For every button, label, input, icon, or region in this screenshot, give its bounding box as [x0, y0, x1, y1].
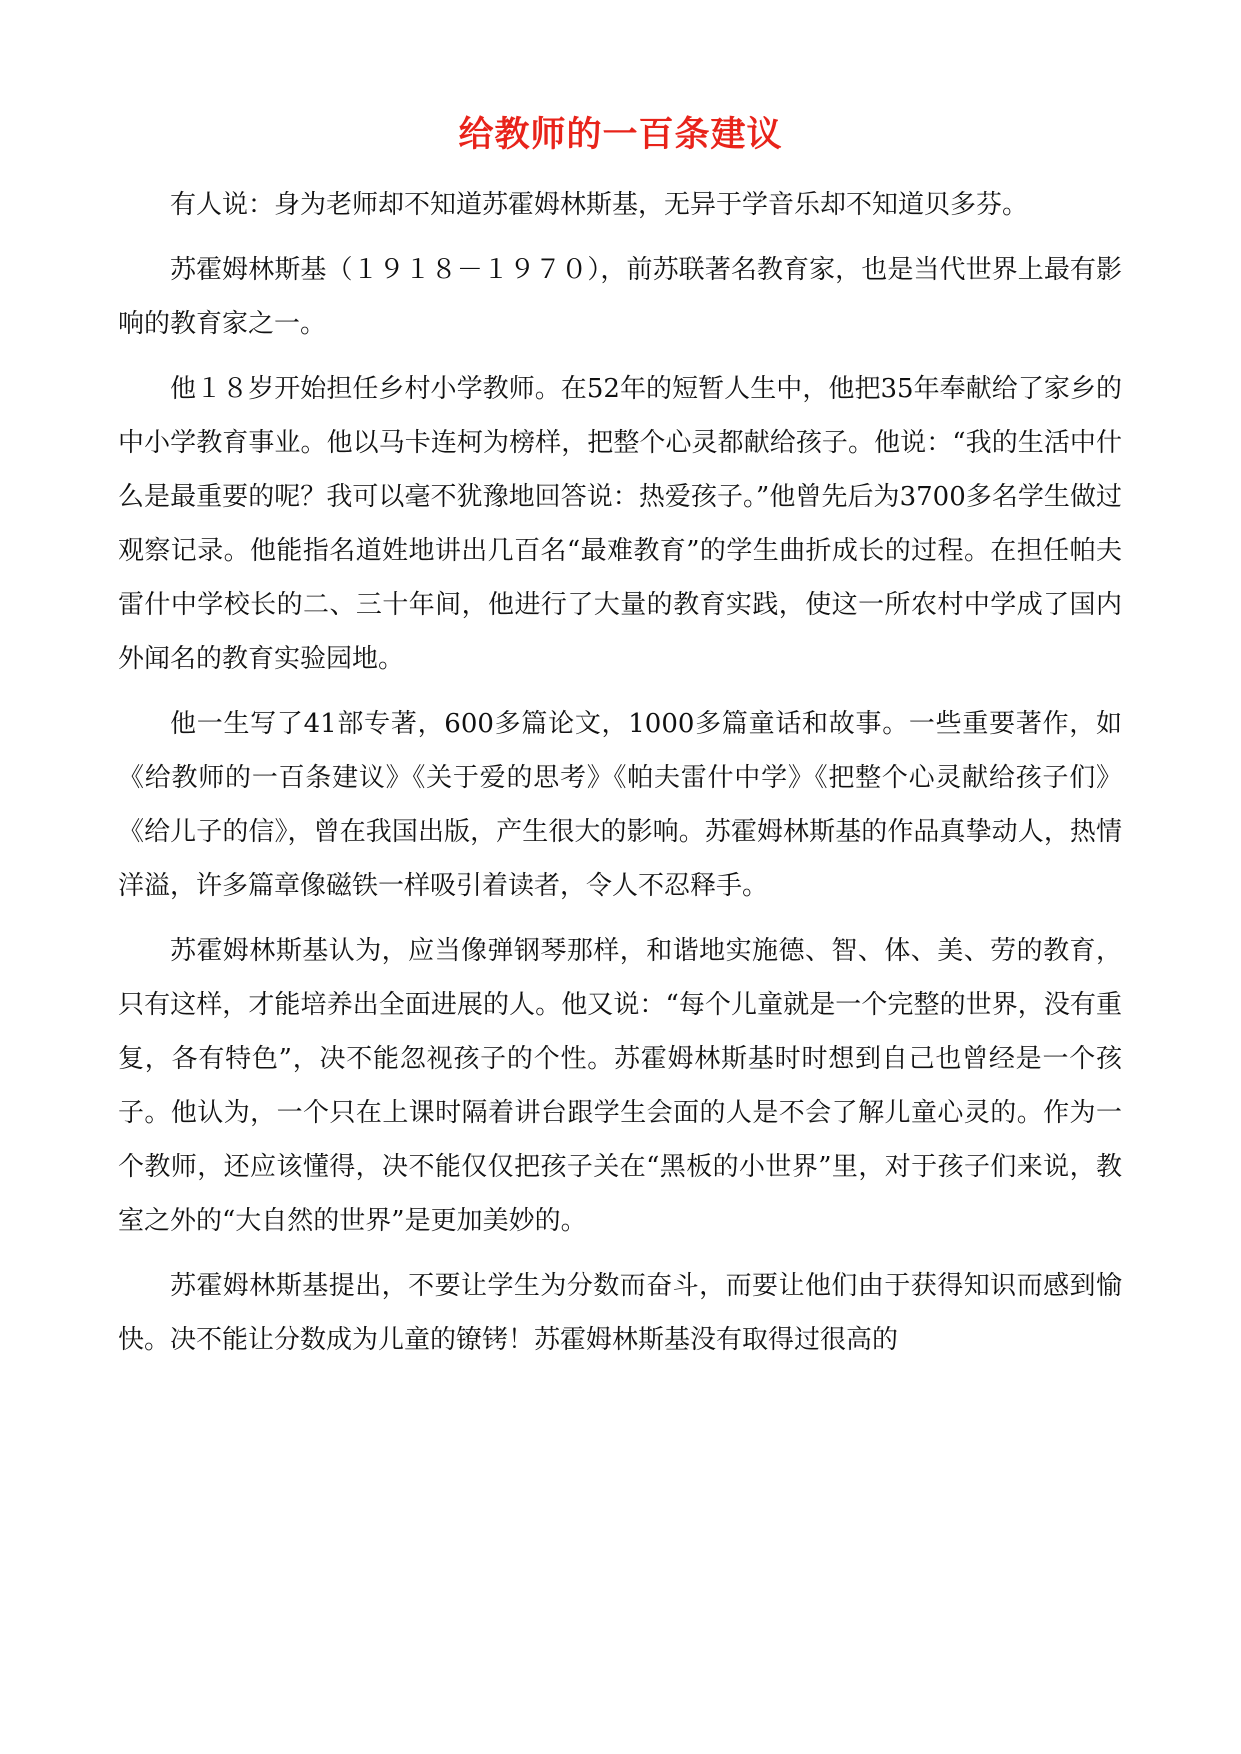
paragraph: 他１８岁开始担任乡村小学教师。在52年的短暂人生中，他把35年奉献给了家乡的中小学教育事业。他以马卡连柯为榜样，把整个心灵都献给孩子。他说：“我的生活中什么是最重要的呢？我可以毫不犹豫地回答说：热爱孩子。”他曾先后为3700多名学生做过观察记录。他能指名道姓地讲出几百名“最难教育”的学生曲折成长的过程。在担任帕夫雷什中学校长的二、三十年间，他进行了大量的教育实践，使这一所农村中学成了国内外闻名的教育实验园地。 [118, 374, 1122, 674]
paragraph: 苏霍姆林斯基提出，不要让学生为分数而奋斗，而要让他们由于获得知识而感到愉快。决不能让分数成为儿童的镣铐！苏霍姆林斯基没有取得过很高的 [118, 1271, 1122, 1355]
paragraph: 苏霍姆林斯基（１９１８－１９７０），前苏联著名教育家，也是当代世界上最有影响的教育家之一。 [118, 255, 1122, 339]
paragraph: 他一生写了41部专著，600多篇论文，1000多篇童话和故事。一些重要著作，如《给教师的一百条建议》《关于爱的思考》《帕夫雷什中学》《把整个心灵献给孩子们》《给儿子的信》，曾在我国出版，产生很大的影响。苏霍姆林斯基的作品真挚动人，热情洋溢，许多篇章像磁铁一样吸引着读者，令人不忍释手。 [118, 709, 1122, 901]
document-body [118, 178, 1122, 1378]
paragraph: 有人说：身为老师却不知道苏霍姆林斯基，无异于学音乐却不知道贝多芬。 [170, 190, 1029, 220]
paragraph: 苏霍姆林斯基认为，应当像弹钢琴那样，和谐地实施德、智、体、美、劳的教育，只有这样，才能培养出全面进展的人。他又说：“每个儿童就是一个完整的世界，没有重复，各有特色”，决不能忽视孩子的个性。苏霍姆林斯基时时想到自己也曾经是一个孩子。他认为，一个只在上课时隔着讲台跟学生会面的人是不会了解儿童心灵的。作为一个教师，还应该懂得，决不能仅仅把孩子关在“黑板的小世界”里，对于孩子们来说，教室之外的“大自然的世界”是更加美妙的。 [118, 936, 1122, 1236]
document-title: 给教师的一百条建议 [458, 114, 783, 155]
